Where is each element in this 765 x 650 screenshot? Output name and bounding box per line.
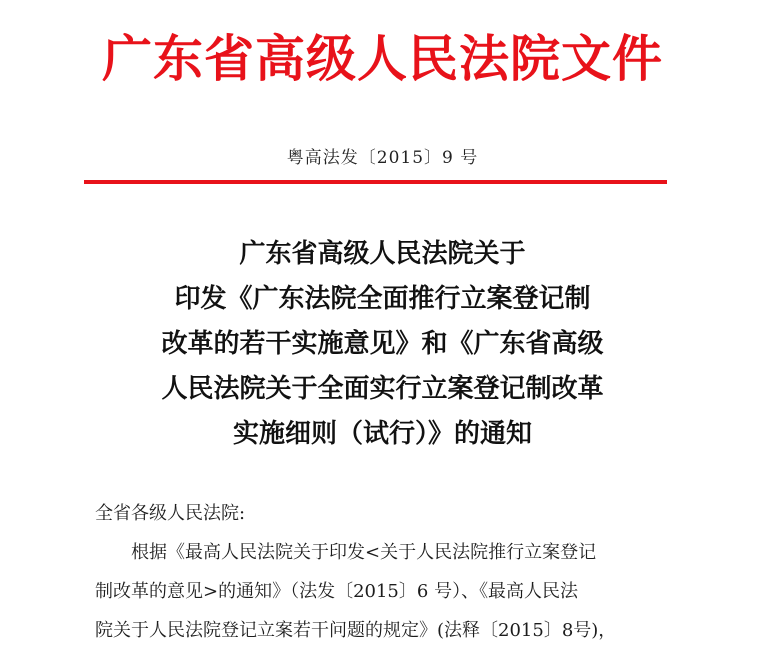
notice-title-line: 印发《广东法院全面推行立案登记制 (174, 284, 591, 314)
body-paragraph-line: 根据《最高人民法院关于印发<关于人民法院推行立案登记 (131, 542, 597, 563)
notice-title-line: 人民法院关于全面实行立案登记制改革 (161, 374, 604, 404)
document-header-title: 广东省高级人民法院文件 (102, 30, 663, 88)
body-paragraph-line: 制改革的意见>的通知》（法发〔2015〕6 号）、《最高人民法 (95, 581, 579, 602)
salutation: 全省各级人民法院: (95, 503, 246, 524)
body-paragraph-line: 院关于人民法院登记立案若干问题的规定》(法释〔2015〕8号)， (95, 620, 617, 641)
notice-title (0, 232, 765, 457)
red-divider-line (84, 180, 667, 184)
notice-title-line: 实施细则（试行）》的通知 (232, 419, 532, 449)
notice-title-line: 改革的若干实施意见》和《广东省高级 (161, 329, 604, 359)
document-number: 粤高法发〔2015〕9 号 (286, 148, 479, 168)
notice-title-line: 广东省高级人民法院关于 (239, 239, 526, 269)
body-text (95, 494, 675, 650)
